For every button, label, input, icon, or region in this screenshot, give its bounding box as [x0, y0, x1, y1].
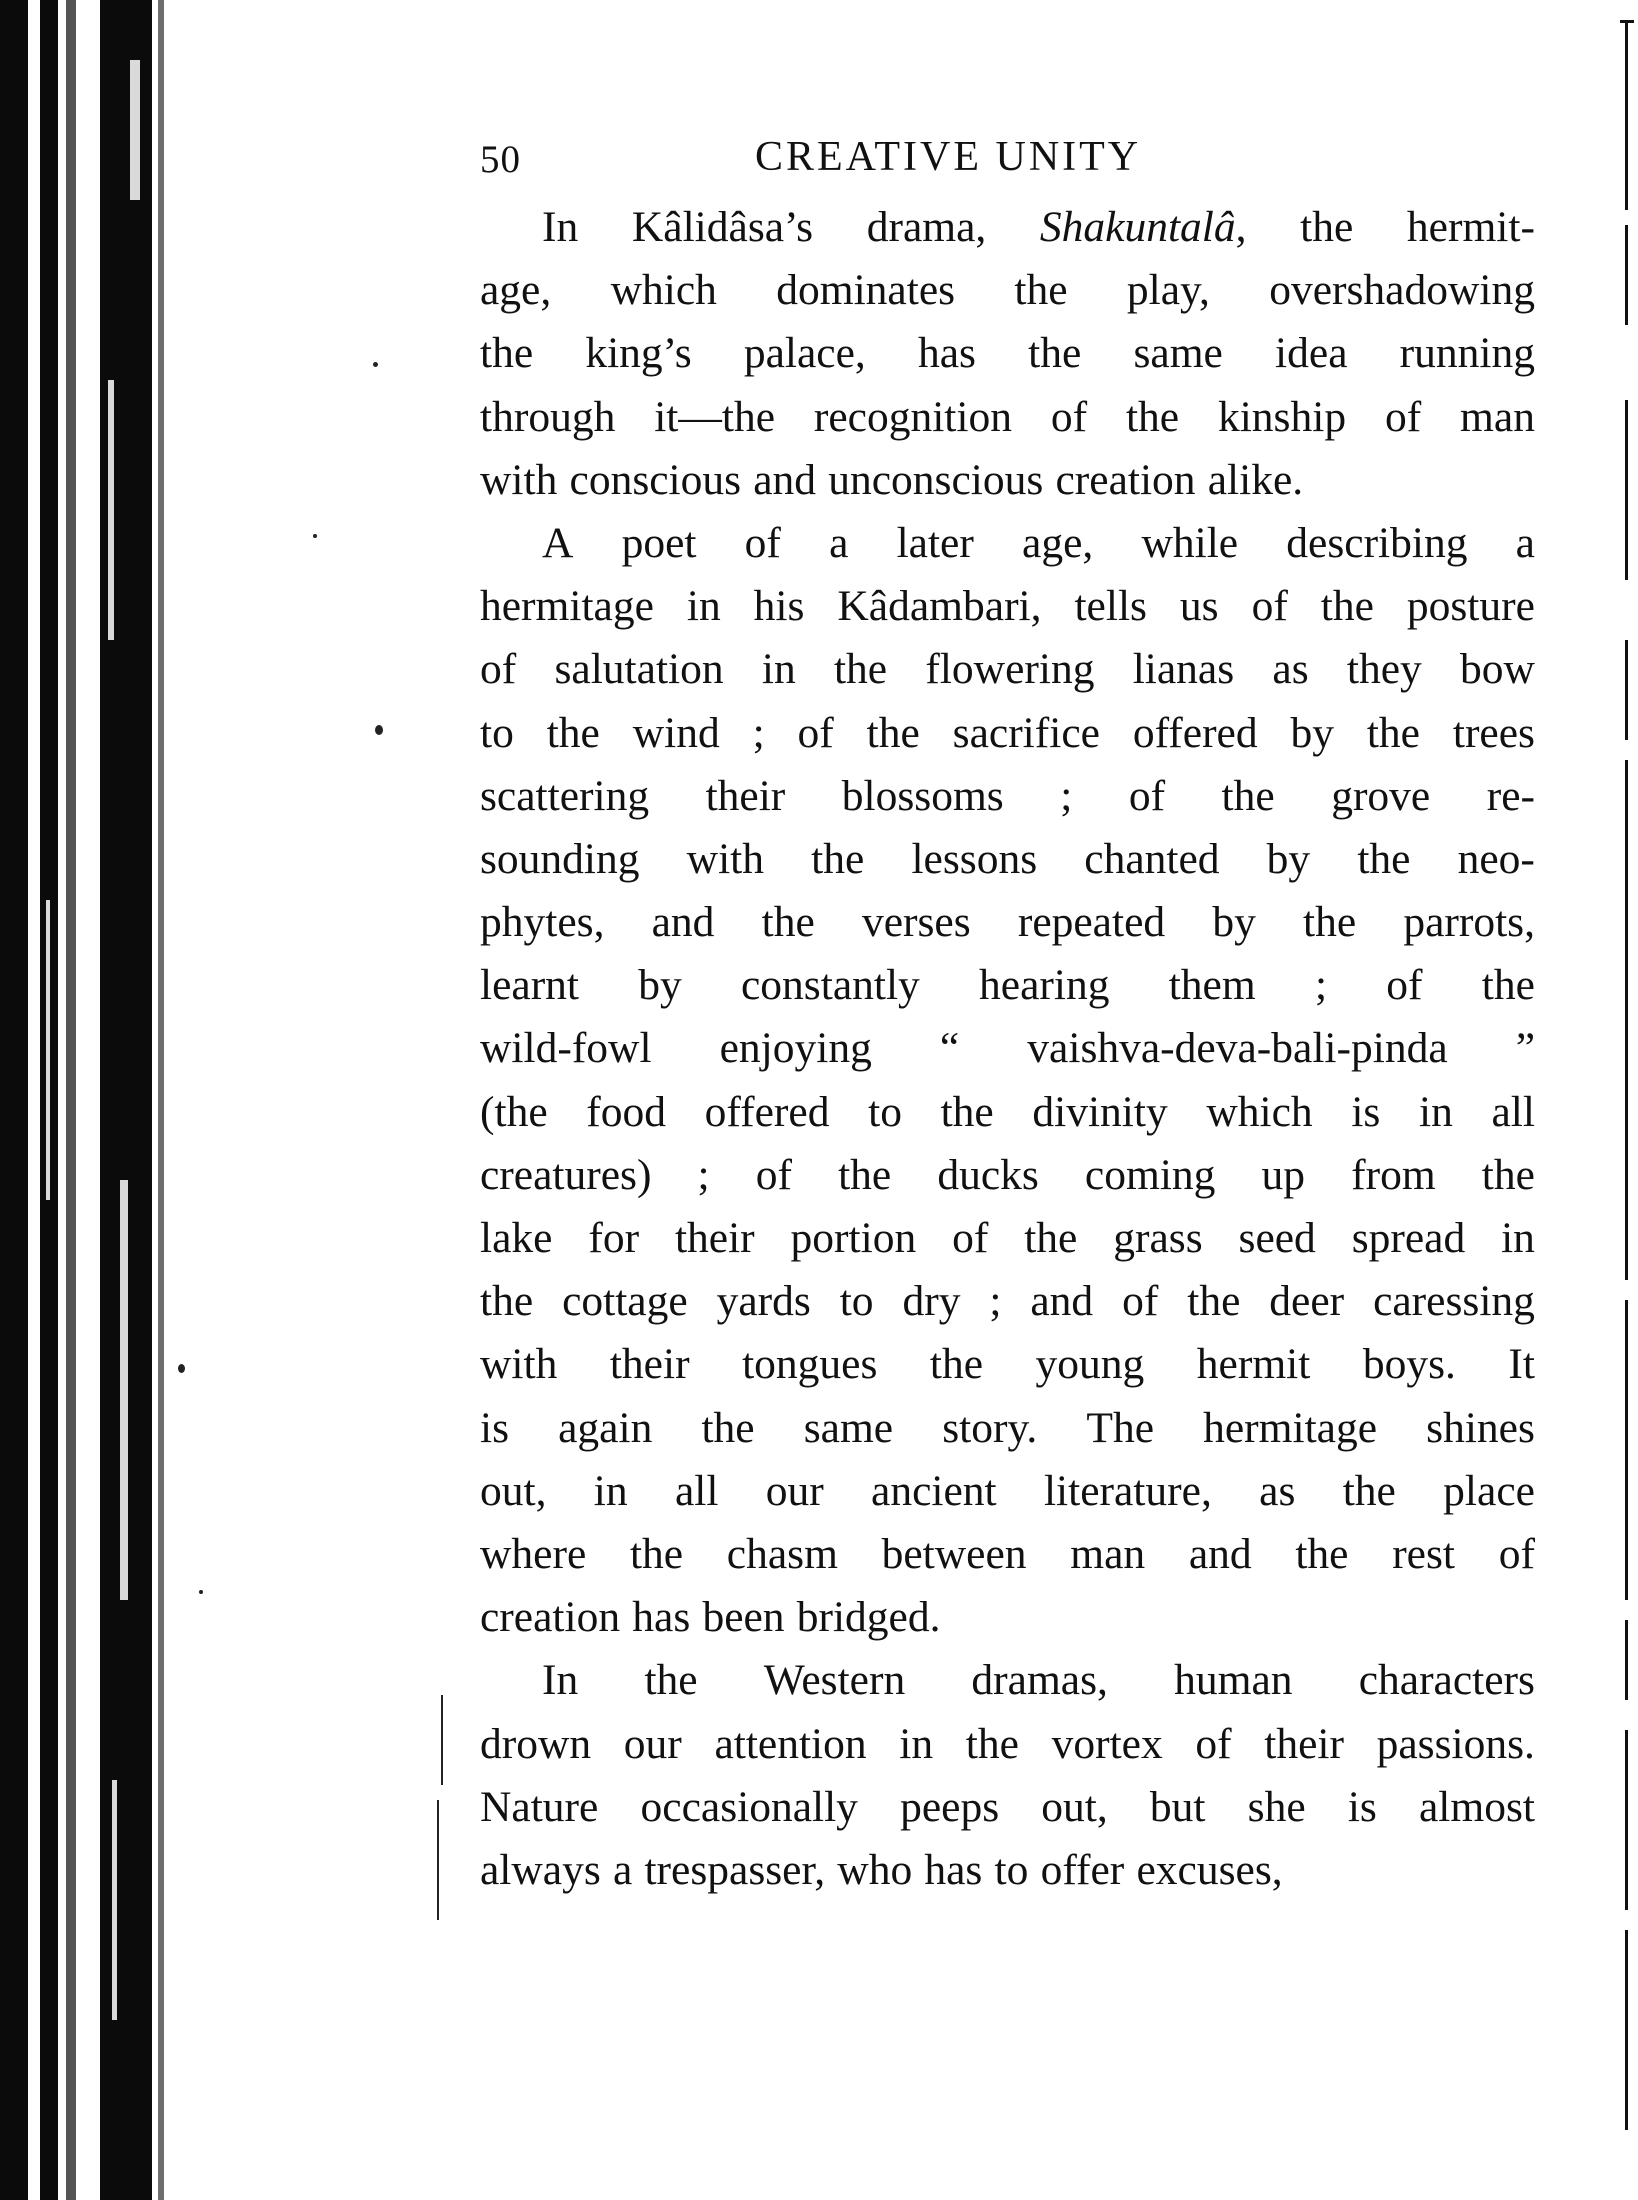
scan-binding-shadow: [0, 0, 175, 2200]
text-line: to the wind ; of the sacrifice offered by the trees: [480, 708, 1535, 757]
text-line: drown our attention in the vortex of their passions.: [480, 1719, 1535, 1768]
text-line: the cottage yards to dry ; and of the deer caressing: [480, 1277, 1535, 1326]
text-line: of salutation in the flowering lianas as they bow: [480, 645, 1535, 694]
margin-bracket-mark: [437, 1800, 439, 1920]
text-line: lake for their portion of the grass seed spread in: [480, 1214, 1535, 1262]
scan-speck: [375, 725, 383, 735]
paragraph: [480, 1649, 1535, 1902]
text-line: learnt by constantly hearing them ; of the: [480, 961, 1535, 1010]
text-line: phytes, and the verses repeated by the parrots,: [480, 898, 1535, 947]
running-head: [480, 125, 1535, 195]
scan-speck: [199, 1590, 203, 1594]
text-line: wild-fowl enjoying “ vaishva-deva-bali-pinda ”: [480, 1024, 1535, 1073]
text-line: age, which dominates the play, overshadowing: [480, 266, 1535, 315]
page-number: 50: [480, 138, 521, 181]
text-line: In Kâlidâsa’s drama, Shakuntalâ, the hermit-: [542, 203, 1535, 251]
text-line: out, in all our ancient literature, as the place: [480, 1466, 1535, 1515]
text-line: In the Western dramas, human characters: [542, 1656, 1535, 1705]
body-text: [480, 196, 1535, 1902]
text-line: through it—the recognition of the kinship of man: [480, 392, 1535, 441]
paragraph: [480, 196, 1535, 512]
book-title: CREATIVE UNITY: [755, 134, 1142, 180]
book-page: [480, 125, 1535, 1902]
text-line: where the chasm between man and the rest of: [480, 1529, 1535, 1578]
text-line: hermitage in his Kâdambari, tells us of the posture: [480, 582, 1535, 631]
text-line: is again the same story. The hermitage shines: [480, 1403, 1535, 1452]
text-line: creatures) ; of the ducks coming up from the: [480, 1150, 1535, 1199]
text-line: A poet of a later age, while describing a: [542, 518, 1535, 567]
text-line: with their tongues the young hermit boys. It: [480, 1340, 1535, 1389]
text-line: with conscious and unconscious creation alike.: [480, 455, 1304, 504]
margin-bracket-mark: [441, 1695, 443, 1785]
scan-speck: [373, 362, 378, 367]
right-edge-marks: [1612, 0, 1638, 2200]
text-line: creation has been bridged.: [480, 1593, 941, 1642]
text-line: Nature occasionally peeps out, but she is almost: [480, 1782, 1535, 1831]
scan-speck: [178, 1364, 185, 1373]
paragraph: [480, 512, 1535, 1649]
scan-speck: [313, 534, 317, 538]
text-line: scattering their blossoms ; of the grove re-: [480, 771, 1535, 820]
text-line: always a trespasser, who has to offer excuses,: [480, 1845, 1283, 1894]
text-line: (the food offered to the divinity which is in all: [480, 1087, 1535, 1136]
text-line: the king’s palace, has the same idea running: [480, 329, 1535, 378]
text-line: sounding with the lessons chanted by the neo-: [480, 834, 1535, 883]
